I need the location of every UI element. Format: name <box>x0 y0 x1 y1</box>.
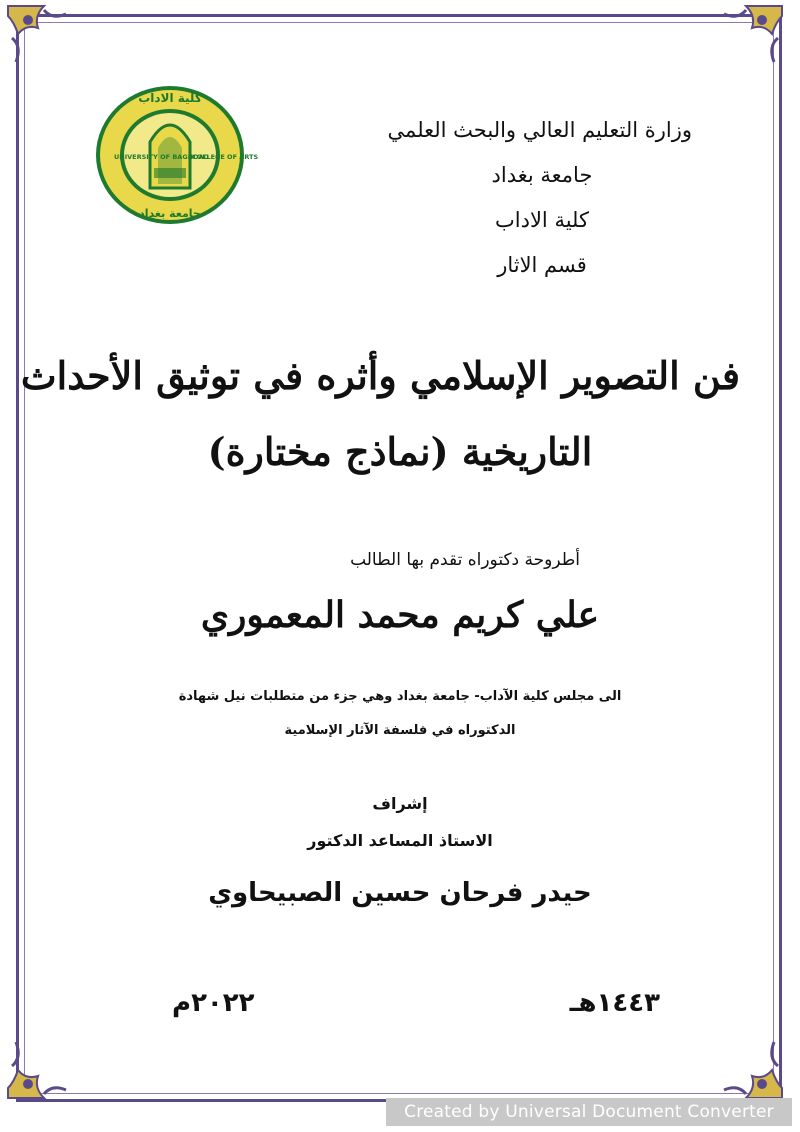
svg-text:UNIVERSITY OF BAGHDAD: UNIVERSITY OF BAGHDAD <box>114 153 209 161</box>
corner-ornament-top-left <box>4 2 84 82</box>
date-gregorian: ٢٠٢٢م <box>172 988 255 1018</box>
converter-watermark: Created by Universal Document Converter <box>386 1098 792 1126</box>
date-hijri: ١٤٤٣هـ <box>569 988 660 1018</box>
svg-text:كلية الاداب: كلية الاداب <box>138 91 202 105</box>
supervisor-rank: الاستاذ المساعد الدكتور <box>307 831 493 850</box>
supervision-block <box>60 790 740 864</box>
supervision-label: إشراف <box>372 794 428 813</box>
submission-line-1: الى مجلس كلية الآداب- جامعة بغداد وهي جزء من متطلبات نيل شهادة <box>178 689 622 704</box>
institution-header <box>387 108 692 288</box>
college-name: كلية الاداب <box>495 208 589 232</box>
svg-text:جامعة بغداد: جامعة بغداد <box>139 207 201 220</box>
ministry-name: وزارة التعليم العالي والبحث العلمي <box>387 118 692 142</box>
thesis-intro: أطروحة دكتوراه تقدم بها الطالب <box>350 550 580 570</box>
department-name: قسم الاثار <box>497 253 587 277</box>
thesis-title-line-2: التاريخية (نماذج مختارة) <box>207 429 593 474</box>
corner-ornament-bottom-right <box>706 1022 786 1102</box>
submission-statement <box>40 680 760 748</box>
student-name: علي كريم محمد المعموري <box>200 594 600 636</box>
submission-line-2: الدكتوراه في فلسفة الآثار الإسلامية <box>284 723 516 738</box>
thesis-title-line-1: فن التصوير الإسلامي وأثره في توثيق الأحداث <box>20 353 740 398</box>
corner-ornament-top-right <box>706 2 786 82</box>
svg-text:COLLEGE OF ARTS: COLLEGE OF ARTS <box>192 153 259 161</box>
university-name: جامعة بغداد <box>491 163 593 187</box>
thesis-title <box>20 338 740 490</box>
corner-ornament-bottom-left <box>4 1022 84 1102</box>
college-logo <box>94 84 259 226</box>
supervisor-name: حيدر فرحان حسين الصبيحاوي <box>208 878 592 908</box>
